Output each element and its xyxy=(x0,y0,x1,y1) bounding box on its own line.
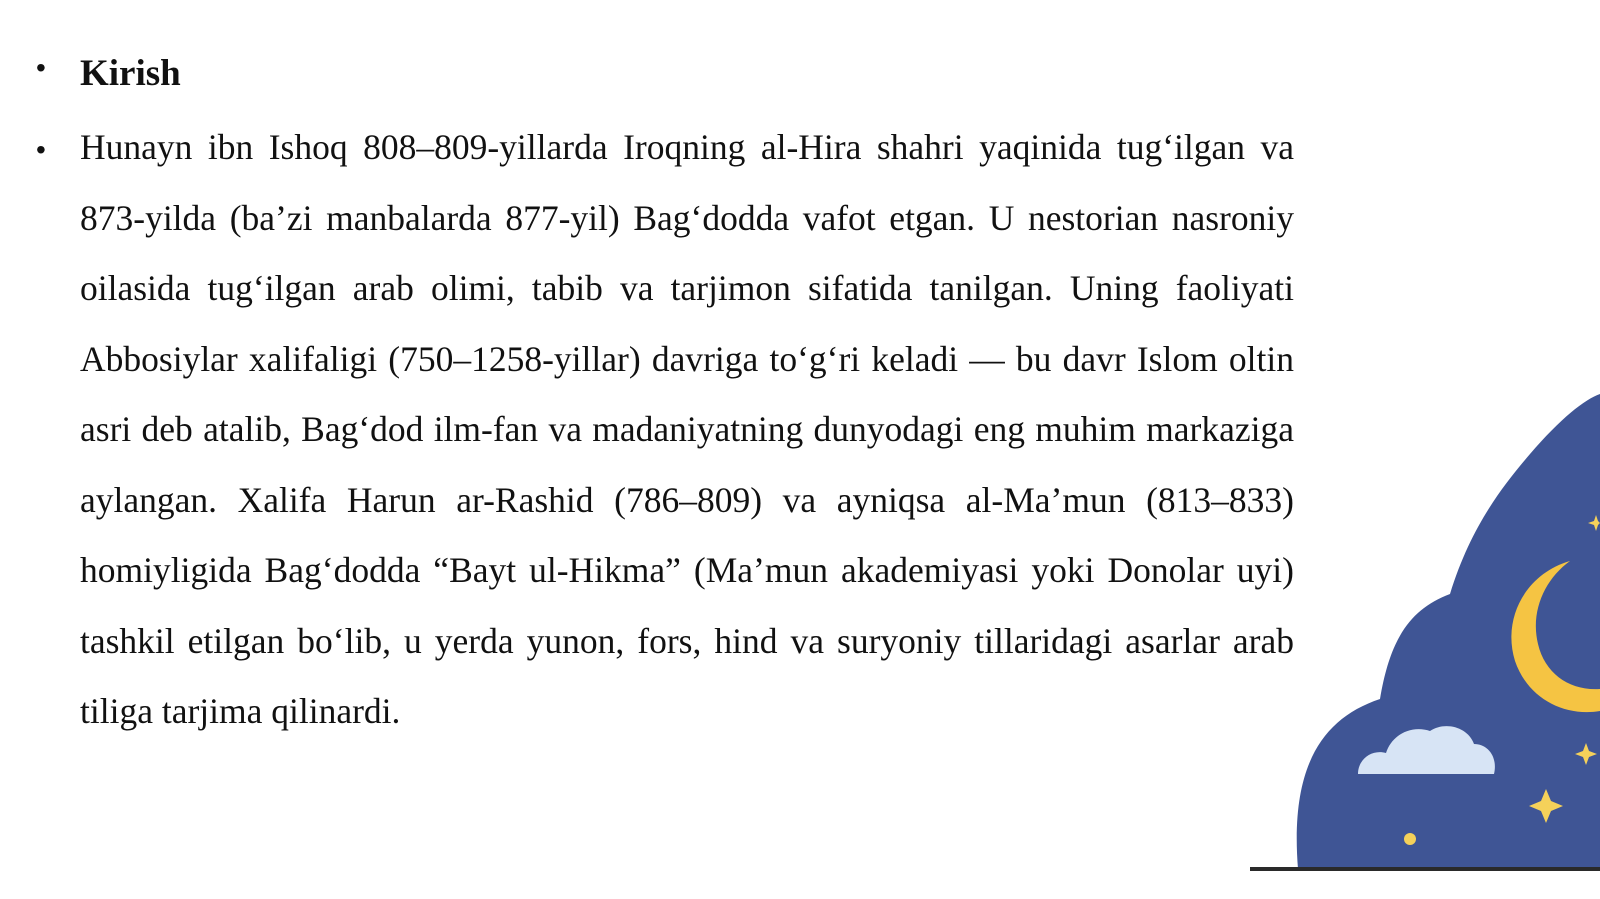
body-paragraph: Hunayn ibn Ishoq 808–809-yillarda Iroqning al-Hira shahri yaqinida tug‘ilgan va 873-yilda (ba’zi manbalarda 877-yil) Bag‘dodda vafot etgan. U nestorian nasroniy oilasida tug‘ilgan arab olimi, tabib va tarjimon sifatida tanilgan. Uning faoliyati Abbosiylar xalifaligi (750–1258-yillar) davriga to‘g‘ri keladi — bu davr Islom oltin asri deb atalib, Bag‘dod ilm-fan va madaniyatning dunyodagi eng muhim markaziga aylangan. Xalifa Harun ar-Rashid (786–809) va ayniqsa al-Ma’mun (813–833) homiyligida Bag‘dodda “Bayt ul-Hikma” (Ma’mun akademiyasi yoki Donolar uyi) tashkil etilgan bo‘lib, u yerda yunon, fors, hind va suryoniy tillaridagi asarlar arab tiliga tarjima qilinardi. xyxy=(80,127,1294,731)
bullet-list xyxy=(36,40,1296,747)
bullet-item-heading xyxy=(36,40,1296,112)
ground-line xyxy=(1250,867,1600,871)
star-dot-icon xyxy=(1404,833,1416,845)
slide-heading: Kirish xyxy=(80,53,181,94)
night-sky-icon xyxy=(1240,339,1600,899)
bullet-item-body xyxy=(36,112,1296,747)
bullet-marker: • xyxy=(36,134,46,165)
night-sky-shape xyxy=(1297,394,1600,869)
bullet-marker: • xyxy=(36,52,46,83)
